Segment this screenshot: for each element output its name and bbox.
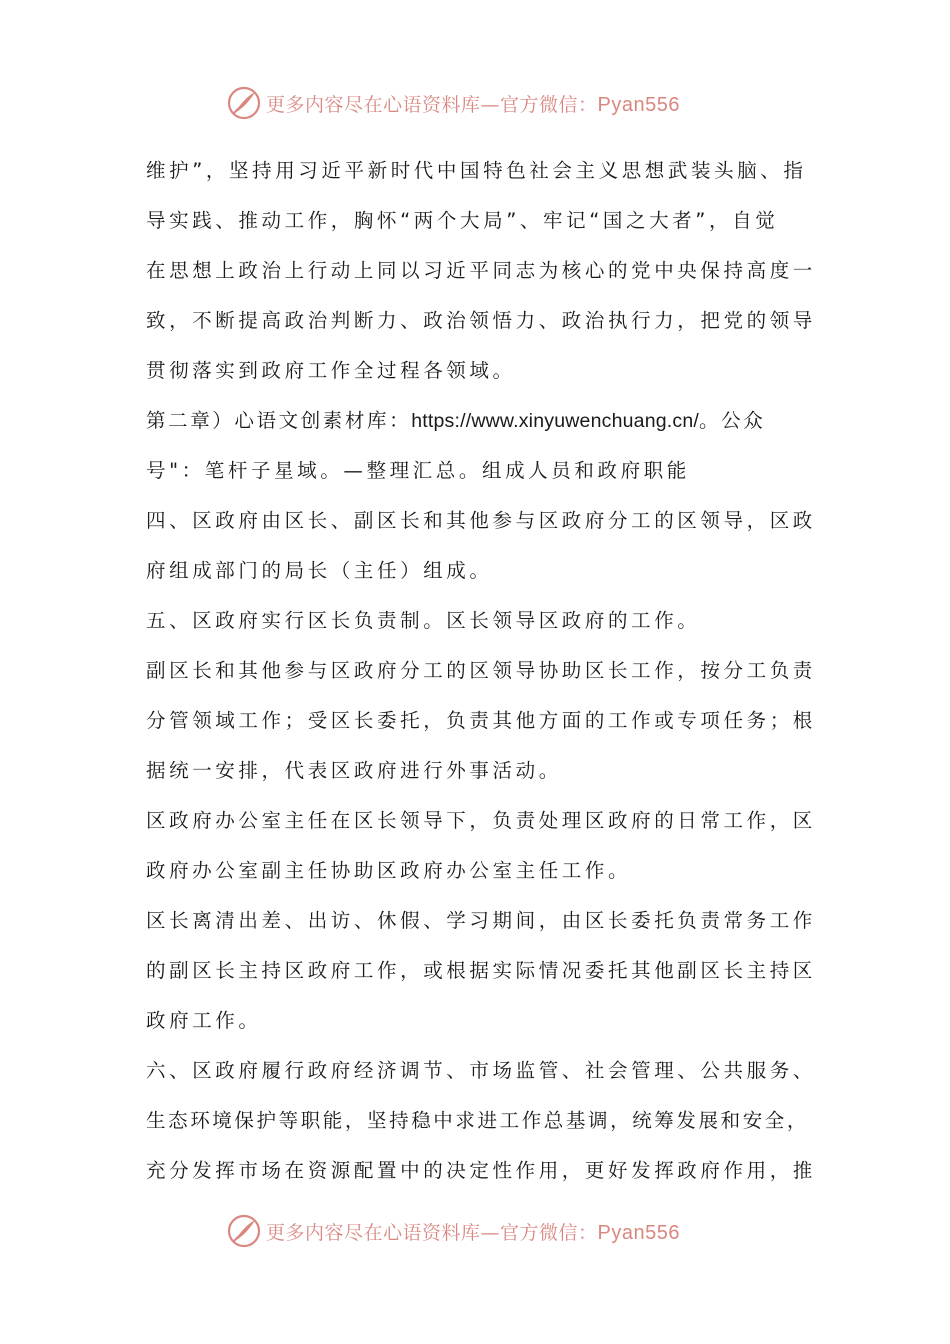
paragraph-line: 号"：笔杆子星域。—整理汇总。组成人员和政府职能 [146, 459, 690, 482]
paragraph-line: 五、区政府实行区长负责制。区长领导区政府的工作。 [146, 609, 701, 632]
source-prefix: 第二章）心语文创素材库： [146, 409, 412, 432]
paragraph-line: 导实践、推动工作，胸怀“两个大局”、牢记“国之大者”，自觉 [146, 209, 779, 232]
paragraph-line: 四、区政府由区长、副区长和其他参与区政府分工的区领导，区政 [146, 509, 816, 532]
paragraph-line: 致，不断提高政治判断力、政治领悟力、政治执行力，把党的领导 [146, 309, 816, 332]
paragraph-line: 贯彻落实到政府工作全过程各领域。 [146, 359, 516, 382]
paragraph-line: 分管领域工作；受区长委托，负责其他方面的工作或专项任务；根 [146, 709, 816, 732]
watermark-text: 更多内容尽在心语资料库—官方微信：Pyan556 [266, 1221, 680, 1244]
paragraph-line: 维护”，坚持用习近平新时代中国特色社会主义思想武装头脑、指 [146, 159, 807, 182]
paragraph-line: 充分发挥市场在资源配置中的决定性作用，更好发挥政府作用，推 [146, 1159, 816, 1182]
paragraph-line: 在思想上政治上行动上同以习近平同志为核心的党中央保持高度一 [146, 259, 816, 282]
footer-watermark [226, 1211, 680, 1251]
paragraph-line: 府组成部门的局长（主任）组成。 [146, 559, 493, 582]
header-watermark [226, 83, 680, 123]
wechat-id: Pyan556 [597, 93, 680, 116]
paragraph-line: 副区长和其他参与区政府分工的区领导协助区长工作，按分工负责 [146, 659, 816, 682]
paragraph-line: 区长离清出差、出访、休假、学习期间，由区长委托负责常务工作 [146, 909, 816, 932]
paragraph-line: 政府工作。 [146, 1009, 262, 1032]
source-line [146, 396, 826, 446]
quill-logo-icon [226, 1213, 262, 1249]
paragraph-line: 的副区长主持区政府工作，或根据实际情况委托其他副区长主持区 [146, 959, 816, 982]
paragraph-line: 区政府办公室主任在区长领导下，负责处理区政府的日常工作，区 [146, 809, 816, 832]
wechat-id: Pyan556 [597, 1221, 680, 1244]
source-suffix: 。公众 [699, 409, 766, 432]
paragraph-line: 生态环境保护等职能，坚持稳中求进工作总基调，统筹发展和安全， [146, 1109, 810, 1132]
source-url-link[interactable]: https://www.xinyuwenchuang.cn/ [411, 410, 700, 432]
paragraph-line: 六、区政府履行政府经济调节、市场监管、社会管理、公共服务、 [146, 1059, 816, 1082]
quill-logo-icon [226, 85, 262, 121]
paragraph-line: 据统一安排，代表区政府进行外事活动。 [146, 759, 562, 782]
document-body [146, 146, 826, 1196]
watermark-text: 更多内容尽在心语资料库—官方微信：Pyan556 [266, 93, 680, 116]
paragraph-line: 政府办公室副主任协助区政府办公室主任工作。 [146, 859, 632, 882]
